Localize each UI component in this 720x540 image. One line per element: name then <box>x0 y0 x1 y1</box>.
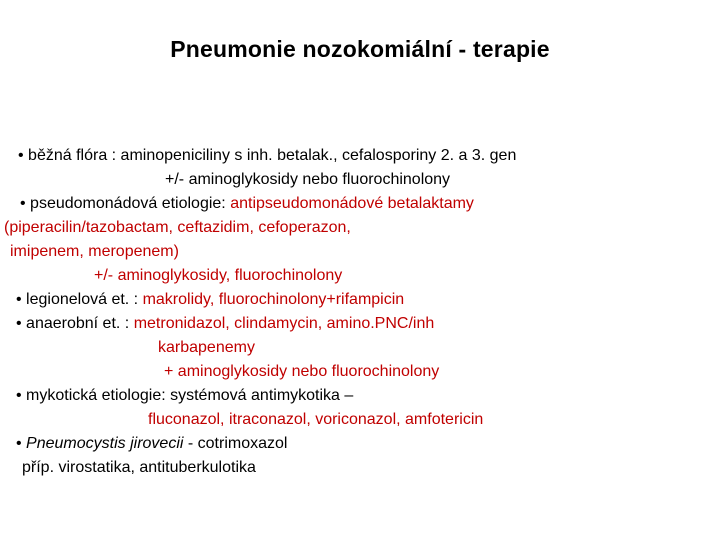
line-legionella <box>16 290 404 310</box>
line-mycotic-drugs <box>148 410 483 430</box>
line-text-highlight: antipseudomonádové betalaktamy <box>230 195 474 212</box>
line-anaerobes <box>16 314 434 334</box>
line-text: • <box>16 435 27 452</box>
line-pseudomonas <box>20 194 474 214</box>
line-text-highlight: fluconazol, itraconazol, voriconazol, amfotericin <box>148 411 484 428</box>
slide-title: Pneumonie nozokomiální - terapie <box>170 36 550 62</box>
line-text: • anaerobní et. : <box>16 315 134 332</box>
line-text: - cotrimoxazol <box>183 435 288 452</box>
line-other <box>22 458 256 478</box>
line-text-highlight: (piperacilin/tazobactam, ceftazidim, cefoperazon, <box>4 219 351 236</box>
line-text-highlight: karbapenemy <box>158 339 255 356</box>
line-text-highlight: + aminoglykosidy nebo fluorochinolony <box>164 363 440 380</box>
line-text: • legionelová et. : <box>16 291 143 308</box>
line-pneumocystis <box>16 434 287 454</box>
line-text-highlight: imipenem, meropenem) <box>10 243 179 260</box>
line-text: • pseudomonádová etiologie: <box>20 195 231 212</box>
line-text: • mykotická etiologie: systémová antimykotika – <box>16 387 354 404</box>
line-text-italic: Pneumocystis jirovecii <box>26 435 184 452</box>
line-pseudomonas-addon <box>94 266 342 286</box>
line-text: +/- aminoglykosidy nebo fluorochinolony <box>165 171 451 188</box>
line-mycotic <box>16 386 353 406</box>
line-text-highlight: +/- aminoglykosidy, fluorochinolony <box>94 267 343 284</box>
line-anaerobes-addon <box>164 362 439 382</box>
line-text: příp. virostatika, antituberkulotika <box>22 459 256 476</box>
line-pseudomonas-drugs-2 <box>10 242 179 262</box>
line-bezna-addon <box>165 170 450 190</box>
line-anaerobes-carbapenems <box>158 338 255 358</box>
line-text-highlight: makrolidy, fluorochinolony+rifampicin <box>142 291 405 308</box>
line-pseudomonas-drugs-1 <box>4 218 351 238</box>
line-text: • běžná flóra : aminopeniciliny s inh. betalak., cefalosporiny 2. a 3. gen <box>18 147 517 164</box>
line-bezna-flora <box>18 146 516 166</box>
line-text-highlight: metronidazol, clindamycin, amino.PNC/inh <box>133 315 435 332</box>
